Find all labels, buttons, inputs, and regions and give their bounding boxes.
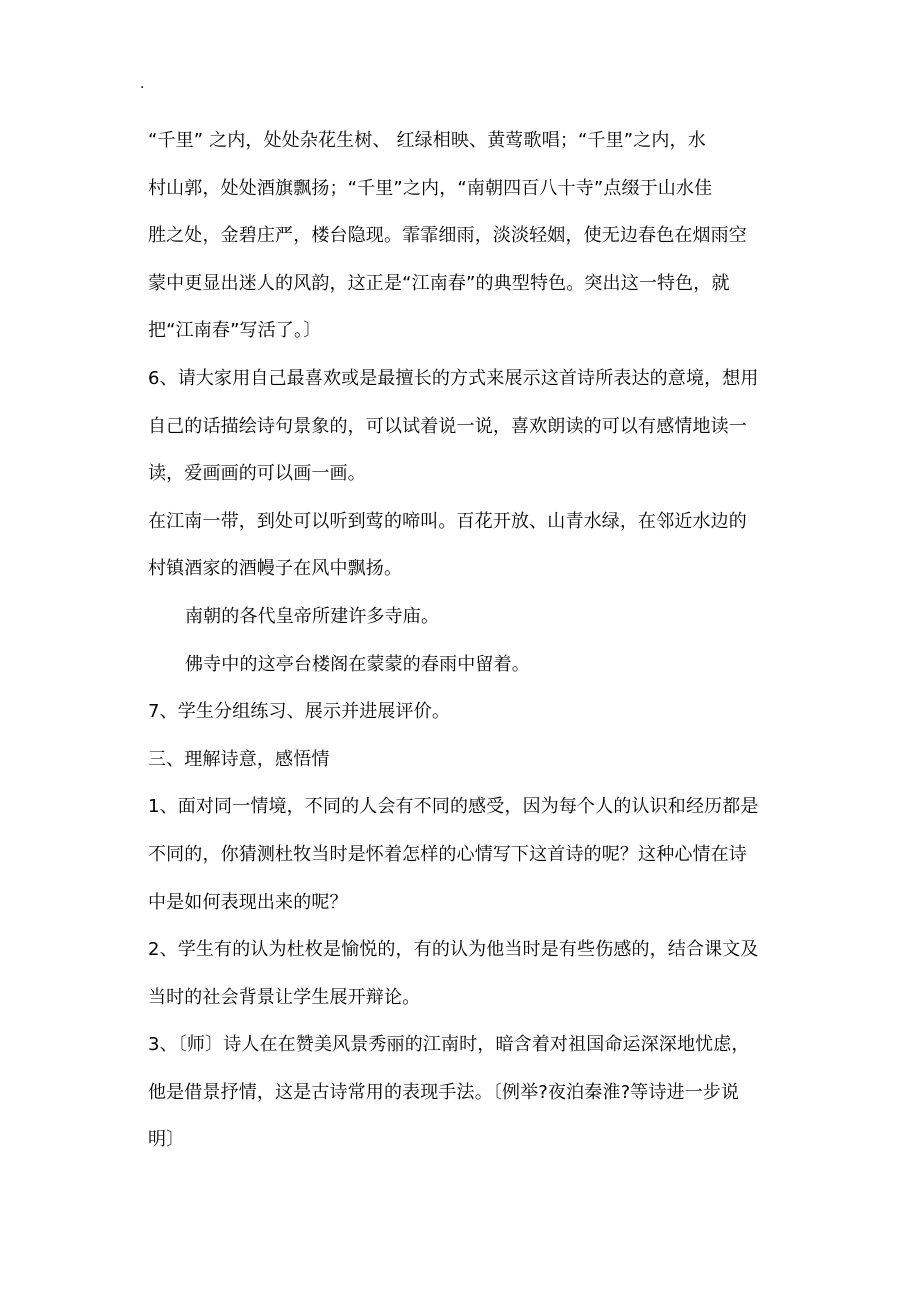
item-3-line-2: 他是借景抒情，这是古诗常用的表现手法。〔例举?夜泊秦淮?等诗进一步说 [148,1081,740,1103]
item-1-line-2: 不同的，你猜测杜牧当时是怀着怎样的心情写下这首诗的呢？这种心情在诗 [148,843,747,865]
text-line-5: 把“江南春”写活了。〕 [148,320,322,342]
text-line-1: “千里” 之内，处处杂花生树、 红绿相映、黄莺歌唱；“千里”之内，水 [148,130,706,151]
item-2-line-1: 2、学生有的认为杜枚是愉悦的，有的认为他当时是有些伤感的，结合课文及 [148,939,759,961]
translation-line-2: 村镇酒家的酒幔子在风中飘扬。 [148,558,403,580]
translation-line-1: 在江南一带，到处可以听到莺的啼叫。百花开放、山青水绿，在邻近水边的 [148,510,747,532]
translation-line-3: 南朝的各代皇帝所建许多寺庙。 [185,605,440,627]
text-line-2: 村山郭，处处酒旗飘扬；“千里”之内，“南朝四百八十寺”点缀于山水佳 [148,177,713,199]
header-mark: . [140,76,145,92]
item-6-line-1: 6、请大家用自己最喜欢或是最擅长的方式来展示这首诗所表达的意境，想用 [148,367,759,389]
item-7: 7、学生分组练习、展示并进展评价。 [148,701,451,723]
item-6-line-3: 读，爱画画的可以画一画。 [148,463,366,485]
item-3-line-3: 明〕 [148,1129,185,1151]
text-line-3: 胜之处，金碧庄严，楼台隐现。霏霏细雨，淡淡轻姻，使无边春色在烟雨空 [148,225,747,247]
item-3-line-1: 3、〔师〕诗人在在赞美风景秀丽的江南时，暗含着对祖国命运深深地忧虑， [148,1034,750,1056]
translation-line-4: 佛寺中的这亭台楼阁在蒙蒙的春雨中留着。 [185,653,530,675]
section-heading: 三、理解诗意，感悟情 [148,748,330,770]
item-1-line-3: 中是如何表现出来的呢？ [148,891,348,913]
item-1-line-1: 1、面对同一情境，不同的人会有不同的感受，因为每个人的认识和经历都是 [148,796,759,818]
item-2-line-2: 当时的社会背景让学生展开辩论。 [148,986,421,1008]
document-body [148,117,773,1164]
item-6-line-2: 自己的话描绘诗句景象的，可以试着说一说，喜欢朗读的可以有感情地读一 [148,415,747,437]
text-line-4: 蒙中更显出迷人的风韵，这正是“江南春”的典型特色。突出这一特色，就 [148,272,730,294]
